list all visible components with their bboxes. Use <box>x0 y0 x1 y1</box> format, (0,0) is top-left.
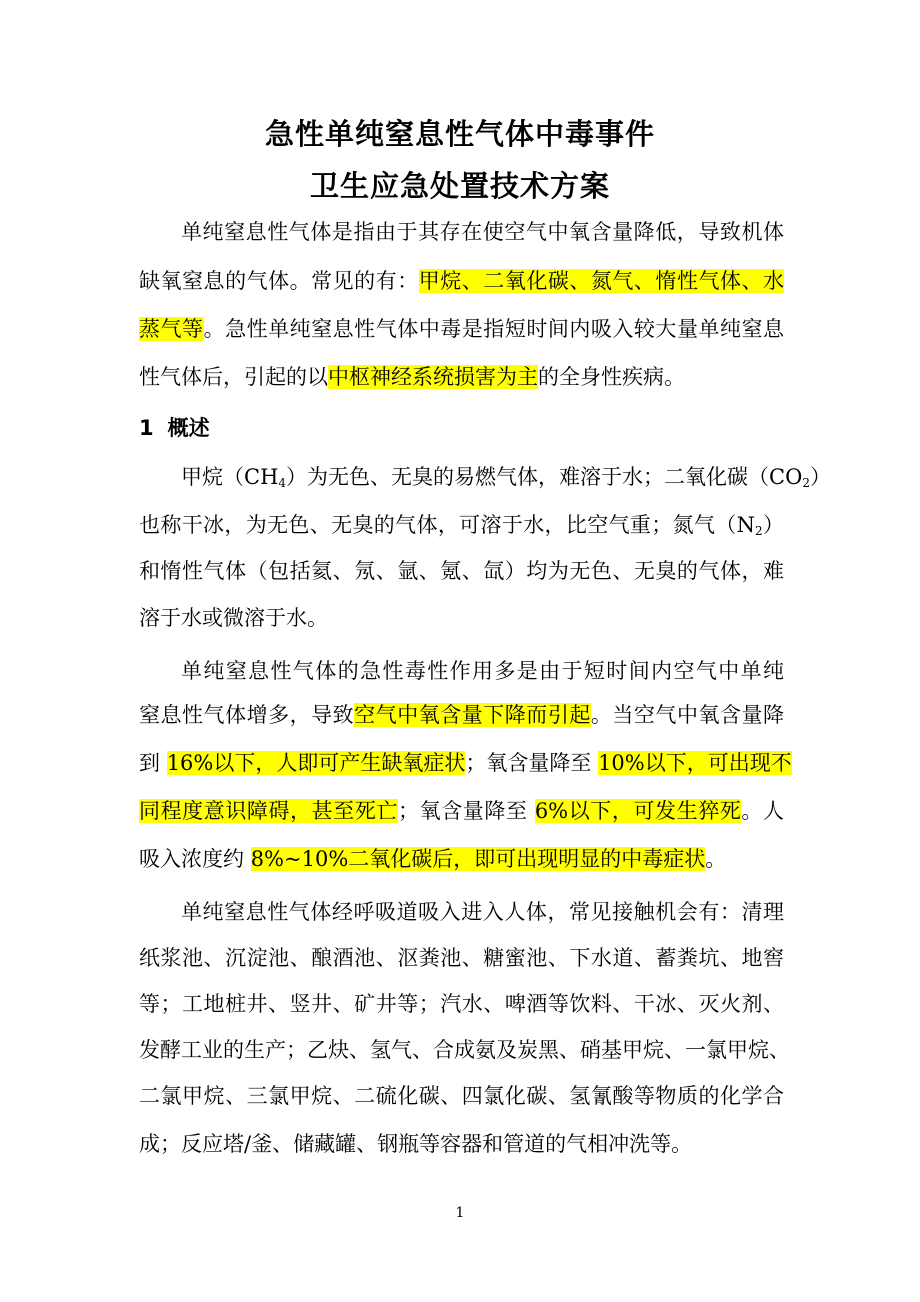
p1-text: ） <box>762 513 785 537</box>
intro-line-4 <box>139 359 784 395</box>
p1-line-3: 和惰性气体（包括氦、氖、氩、氪、氙）均为无色、无臭的气体，难 <box>139 559 784 583</box>
p3-line-2: 纸浆池、沉淀池、酿酒池、沤粪池、糖蜜池、下水道、蓄粪坑、地窖 <box>139 946 784 970</box>
section-number: 1 <box>139 416 154 440</box>
p1-text: ）为无色、无臭的易燃气体，难溶于水；二氧化碳（CO <box>286 465 803 489</box>
p1-text: 也称干冰，为无色、无臭的气体，可溶于水，比空气重；氮气（N <box>139 513 756 537</box>
p3-line-6: 成；反应塔/釜、储藏罐、钢瓶等容器和管道的气相冲洗等。 <box>139 1132 693 1156</box>
p3-line-4: 发酵工业的生产；乙炔、氢气、合成氨及炭黑、硝基甲烷、一氯甲烷、 <box>139 1038 790 1062</box>
intro-line-3 <box>139 311 784 347</box>
highlight-oxygen-drop: 空气中氧含量下降而引起 <box>354 703 591 727</box>
highlight-cns-damage: 中枢神经系统损害为主 <box>328 365 538 389</box>
p1-text: 甲烷（CH <box>181 465 279 489</box>
p1-line-2 <box>139 507 784 543</box>
subscript: 2 <box>802 476 810 490</box>
p2-text: 。 <box>705 847 727 871</box>
document-title-line-1: 急性单纯窒息性气体中毒事件 <box>264 117 655 151</box>
highlight-co2-concentration: 8%~10%二氧化碳后，即可出现明显的中毒症状 <box>250 847 706 871</box>
intro-line-1: 单纯窒息性气体是指由于其存在使空气中氧含量降低，导致机体 <box>181 220 784 244</box>
p2-text: 到 <box>139 751 167 775</box>
p2-line-4 <box>139 793 784 829</box>
intro-text: 缺氧窒息的气体。常见的有： <box>139 269 419 293</box>
intro-text: 性气体后，引起的以 <box>139 365 328 389</box>
p3-line-5: 二氯甲烷、三氯甲烷、二硫化碳、四氯化碳、氢氰酸等物质的化学合 <box>139 1084 784 1108</box>
subscript: 4 <box>278 476 287 490</box>
p1-text: ） <box>809 465 831 489</box>
p3-line-3: 等；工地桩井、竖井、矿井等；汽水、啤酒等饮料、干冰、灭火剂、 <box>139 992 784 1016</box>
p2-text: 。当空气中氧含量降 <box>590 703 785 727</box>
p2-line-5 <box>139 841 784 877</box>
p2-text: 窒息性气体增多，导致 <box>139 703 355 727</box>
section-title: 概述 <box>167 416 210 440</box>
section-heading-overview <box>139 410 210 446</box>
p2-text: 吸入浓度约 <box>139 847 251 871</box>
p2-line-1: 单纯窒息性气体的急性毒性作用多是由于短时间内空气中单纯 <box>181 659 784 683</box>
subscript: 2 <box>755 524 763 538</box>
intro-text: 。急性单纯窒息性气体中毒是指短时间内吸入较大量单纯窒息 <box>203 317 785 341</box>
highlight-consciousness: 同程度意识障碍，甚至死亡 <box>139 799 399 823</box>
highlight-6-percent: 6%以下，可发生猝死 <box>534 799 742 823</box>
page-number: 1 <box>455 1205 465 1221</box>
p2-text: ；氧含量降至 <box>398 799 535 823</box>
p2-line-3 <box>139 745 792 781</box>
intro-line-2 <box>139 263 784 299</box>
p2-line-2 <box>139 697 784 733</box>
p2-text: 。人 <box>741 799 784 823</box>
intro-text: 的全身性疾病。 <box>538 365 685 389</box>
p2-text: ；氧含量降至 <box>465 751 599 775</box>
highlight-gas-list-end: 蒸气等 <box>139 317 204 341</box>
p3-line-1: 单纯窒息性气体经呼吸道吸入进入人体，常见接触机会有：清理 <box>181 900 784 924</box>
p1-line-1 <box>181 459 831 495</box>
document-title-line-2: 卫生应急处置技术方案 <box>309 169 610 203</box>
highlight-10-percent: 10%以下，可出现不 <box>598 751 792 775</box>
highlight-gas-list: 甲烷、二氧化碳、氮气、惰性气体、水 <box>418 269 785 293</box>
p1-line-4: 溶于水或微溶于水。 <box>139 606 328 630</box>
highlight-16-percent: 16%以下，人即可产生缺氧症状 <box>166 751 466 775</box>
